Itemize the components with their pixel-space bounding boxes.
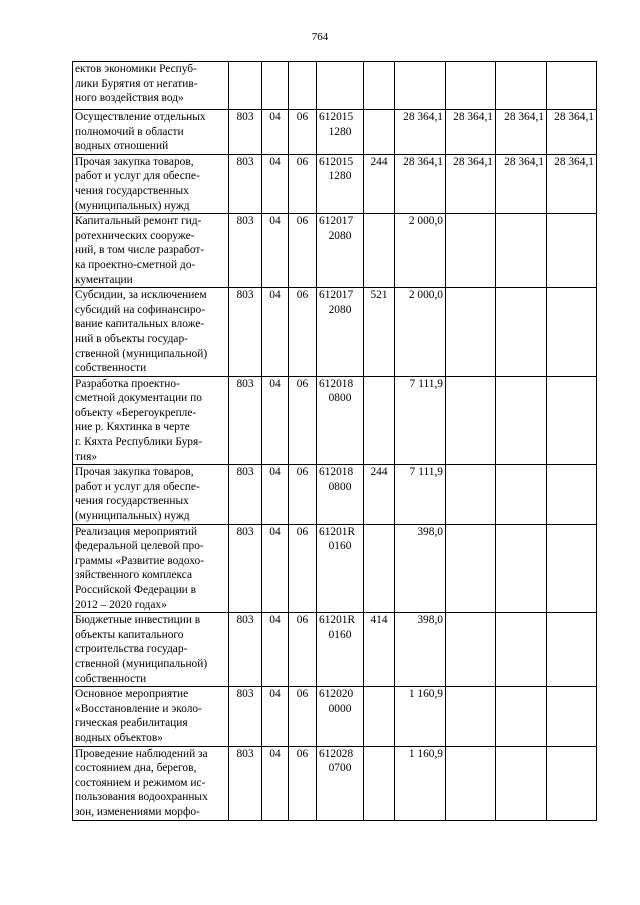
- ministry-code-cell: 803: [229, 687, 262, 746]
- row-name-cell: [73, 110, 229, 155]
- target-article-cell: [317, 376, 364, 465]
- expense-type-cell: 244: [364, 154, 395, 213]
- row-name-line: (муниципальных) нужд: [75, 199, 190, 212]
- expense-type-cell: [364, 687, 395, 746]
- row-name-cell: [73, 214, 229, 288]
- amount-cell-2: [446, 214, 496, 288]
- amount-cell-3: 28 364,1: [496, 110, 547, 155]
- ministry-code-cell: 803: [229, 288, 262, 377]
- ministry-code-cell: 803: [229, 613, 262, 687]
- ministry-code-cell: 803: [229, 465, 262, 524]
- target-article-line: 612017: [319, 289, 354, 302]
- row-name-line: строительства государ-: [75, 643, 188, 656]
- target-article-line: 2080: [328, 303, 352, 316]
- amount-cell-1: 7 111,9: [395, 465, 446, 524]
- row-name-line: сметной документации по: [75, 392, 202, 405]
- ministry-code-cell: 803: [229, 376, 262, 465]
- table-row: [73, 110, 597, 155]
- table-row: [73, 154, 597, 213]
- amount-cell-1: 28 364,1: [395, 110, 446, 155]
- expense-type-cell: [364, 62, 395, 110]
- row-name-line: Субсидии, за исключением: [75, 289, 207, 302]
- target-article-line: 612018: [319, 466, 354, 479]
- table-row: [73, 214, 597, 288]
- section-code-cell: 04: [262, 465, 289, 524]
- row-name-line: ственной (муниципальной): [75, 347, 208, 360]
- subsection-code-cell: 06: [289, 613, 317, 687]
- target-article-line: 612017: [319, 215, 354, 228]
- expense-type-cell: [364, 214, 395, 288]
- target-article-line: 1280: [328, 125, 352, 138]
- budget-table: [72, 61, 597, 821]
- target-article-line: 612028: [319, 747, 354, 760]
- row-name-line: Российской Федерации в: [75, 584, 197, 596]
- row-name-line: Бюджетные инвестиции в: [75, 614, 201, 627]
- target-article-cell: [317, 746, 364, 820]
- row-name-line: полномочий в области: [75, 125, 184, 138]
- row-name-line: 2012 – 2020 годах»: [75, 598, 167, 611]
- subsection-code-cell: 06: [289, 376, 317, 465]
- target-article-line: 0700: [328, 762, 352, 775]
- row-name-line: лики Бурятия от негатив-: [75, 77, 198, 90]
- row-name-line: ного воздействия вод»: [75, 92, 184, 105]
- subsection-code-cell: 06: [289, 154, 317, 213]
- subsection-code-cell: 06: [289, 687, 317, 746]
- amount-cell-4: [547, 62, 597, 110]
- amount-cell-2: [446, 62, 496, 110]
- table-row: [73, 613, 597, 687]
- table-row: [73, 687, 597, 746]
- subsection-code-cell: 06: [289, 524, 317, 613]
- budget-table-body: [73, 62, 597, 821]
- row-name-cell: [73, 613, 229, 687]
- row-name-line: собственности: [75, 362, 147, 375]
- target-article-line: 612018: [319, 377, 354, 390]
- ministry-code-cell: 803: [229, 110, 262, 155]
- ministry-code-cell: 803: [229, 214, 262, 288]
- row-name-line: гическая реабилитация: [75, 717, 188, 730]
- row-name-line: (муниципальных) нужд: [75, 510, 190, 523]
- target-article-line: 612020: [319, 688, 354, 701]
- row-name-line: водных отношений: [75, 140, 169, 153]
- expense-type-cell: [364, 524, 395, 613]
- amount-cell-4: [547, 524, 597, 613]
- ministry-code-cell: 803: [229, 154, 262, 213]
- ministry-code-cell: 803: [229, 746, 262, 820]
- amount-cell-2: [446, 746, 496, 820]
- row-name-line: водных объектов»: [75, 731, 163, 744]
- amount-cell-3: [496, 465, 547, 524]
- amount-cell-2: [446, 524, 496, 613]
- target-article-cell: [317, 214, 364, 288]
- row-name-line: зон, изменениями морфо-: [75, 805, 200, 818]
- section-code-cell: 04: [262, 376, 289, 465]
- subsection-code-cell: [289, 62, 317, 110]
- row-name-line: ний в объекты государ-: [75, 332, 188, 345]
- target-article-line: 612015: [319, 155, 354, 168]
- amount-cell-1: 2 000,0: [395, 214, 446, 288]
- row-name-line: граммы «Развитие водохо-: [75, 554, 205, 567]
- row-name-line: Основное мероприятие: [75, 688, 189, 701]
- row-name-line: работ и услуг для обеспе-: [75, 480, 200, 493]
- expense-type-cell: [364, 376, 395, 465]
- amount-cell-4: [547, 214, 597, 288]
- row-name-line: состоянием дна, берегов,: [75, 762, 197, 775]
- target-article-cell: [317, 524, 364, 613]
- amount-cell-4: [547, 687, 597, 746]
- row-name-line: «Восстановление и эколо-: [75, 702, 202, 715]
- row-name-cell: [73, 687, 229, 746]
- ministry-code-cell: 803: [229, 524, 262, 613]
- amount-cell-1: 398,0: [395, 524, 446, 613]
- row-name-line: Прочая закупка товаров,: [75, 466, 194, 479]
- amount-cell-4: 28 364,1: [547, 110, 597, 155]
- table-row: [73, 746, 597, 820]
- row-name-line: объекту «Берегоукрепле-: [75, 406, 197, 419]
- section-code-cell: 04: [262, 613, 289, 687]
- amount-cell-2: [446, 687, 496, 746]
- subsection-code-cell: 06: [289, 214, 317, 288]
- section-code-cell: 04: [262, 214, 289, 288]
- row-name-line: федеральной целевой про-: [75, 540, 204, 553]
- target-article-cell: [317, 465, 364, 524]
- table-row: [73, 376, 597, 465]
- row-name-line: работ и услуг для обеспе-: [75, 170, 200, 183]
- row-name-line: Разработка проектно-: [75, 377, 180, 390]
- row-name-line: тия»: [75, 450, 98, 463]
- subsection-code-cell: 06: [289, 110, 317, 155]
- row-name-line: ние р. Кяхтинка в черте: [75, 421, 190, 434]
- row-name-line: Прочая закупка товаров,: [75, 155, 194, 168]
- expense-type-cell: 244: [364, 465, 395, 524]
- amount-cell-1: [395, 62, 446, 110]
- row-name-cell: [73, 62, 229, 110]
- section-code-cell: 04: [262, 288, 289, 377]
- amount-cell-2: 28 364,1: [446, 110, 496, 155]
- amount-cell-3: [496, 524, 547, 613]
- amount-cell-3: [496, 687, 547, 746]
- amount-cell-4: 28 364,1: [547, 154, 597, 213]
- amount-cell-3: [496, 288, 547, 377]
- amount-cell-1: 398,0: [395, 613, 446, 687]
- target-article-cell: [317, 154, 364, 213]
- amount-cell-3: [496, 376, 547, 465]
- amount-cell-3: [496, 62, 547, 110]
- amount-cell-4: [547, 376, 597, 465]
- target-article-cell: [317, 687, 364, 746]
- row-name-cell: [73, 524, 229, 613]
- amount-cell-2: 28 364,1: [446, 154, 496, 213]
- target-article-line: 1280: [328, 170, 352, 183]
- amount-cell-4: [547, 613, 597, 687]
- amount-cell-3: [496, 613, 547, 687]
- amount-cell-3: 28 364,1: [496, 154, 547, 213]
- target-article-cell: [317, 62, 364, 110]
- subsection-code-cell: 06: [289, 746, 317, 820]
- row-name-line: Осуществление отдельных: [75, 111, 206, 123]
- target-article-line: 61201R: [319, 525, 356, 538]
- ministry-code-cell: [229, 62, 262, 110]
- target-article-line: 61201R: [319, 614, 356, 627]
- row-name-cell: [73, 376, 229, 465]
- row-name-line: чения государственных: [75, 495, 189, 508]
- expense-type-cell: [364, 746, 395, 820]
- amount-cell-1: 2 000,0: [395, 288, 446, 377]
- row-name-line: ротехнических сооруже-: [75, 229, 195, 242]
- amount-cell-2: [446, 613, 496, 687]
- target-article-line: 0000: [328, 702, 352, 715]
- row-name-line: Проведение наблюдений за: [75, 747, 208, 760]
- section-code-cell: [262, 62, 289, 110]
- section-code-cell: 04: [262, 687, 289, 746]
- target-article-line: 2080: [328, 229, 352, 242]
- amount-cell-3: [496, 746, 547, 820]
- amount-cell-2: [446, 376, 496, 465]
- target-article-line: 0160: [328, 628, 352, 641]
- expense-type-cell: [364, 110, 395, 155]
- amount-cell-3: [496, 214, 547, 288]
- row-name-line: Капитальный ремонт гид-: [75, 215, 202, 228]
- target-article-line: 0800: [328, 480, 352, 493]
- amount-cell-1: 7 111,9: [395, 376, 446, 465]
- row-name-cell: [73, 154, 229, 213]
- amount-cell-1: 1 160,9: [395, 746, 446, 820]
- target-article-line: 612015: [319, 111, 354, 123]
- section-code-cell: 04: [262, 154, 289, 213]
- row-name-line: собственности: [75, 672, 147, 685]
- amount-cell-4: [547, 746, 597, 820]
- row-name-line: кументации: [75, 273, 133, 286]
- row-name-line: Реализация мероприятий: [75, 525, 198, 538]
- table-row: [73, 524, 597, 613]
- expense-type-cell: 414: [364, 613, 395, 687]
- row-name-cell: [73, 746, 229, 820]
- amount-cell-2: [446, 465, 496, 524]
- row-name-cell: [73, 288, 229, 377]
- target-article-cell: [317, 288, 364, 377]
- row-name-line: ка проектно-сметной до-: [75, 258, 196, 271]
- amount-cell-4: [547, 288, 597, 377]
- table-row: [73, 288, 597, 377]
- target-article-line: 0800: [328, 392, 352, 405]
- amount-cell-1: 1 160,9: [395, 687, 446, 746]
- section-code-cell: 04: [262, 524, 289, 613]
- section-code-cell: 04: [262, 110, 289, 155]
- table-row: [73, 465, 597, 524]
- row-name-line: ний, в том числе разработ-: [75, 244, 205, 257]
- row-name-line: вание капитальных вложе-: [75, 318, 205, 331]
- row-name-line: пользования водоохранных: [75, 791, 208, 804]
- subsection-code-cell: 06: [289, 465, 317, 524]
- table-row: [73, 62, 597, 110]
- page-number: 764: [311, 31, 329, 43]
- row-name-line: г. Кяхта Республики Буря-: [75, 436, 203, 449]
- row-name-line: зяйственного комплекса: [75, 569, 193, 582]
- row-name-line: состоянием и режимом ис-: [75, 776, 206, 789]
- subsection-code-cell: 06: [289, 288, 317, 377]
- amount-cell-1: 28 364,1: [395, 154, 446, 213]
- amount-cell-4: [547, 465, 597, 524]
- row-name-line: ектов экономики Респуб-: [75, 63, 197, 75]
- row-name-cell: [73, 465, 229, 524]
- row-name-line: субсидий на софинансиро-: [75, 303, 206, 316]
- expense-type-cell: 521: [364, 288, 395, 377]
- target-article-cell: [317, 613, 364, 687]
- section-code-cell: 04: [262, 746, 289, 820]
- row-name-line: ственной (муниципальной): [75, 657, 208, 670]
- row-name-line: объекты капитального: [75, 628, 184, 641]
- row-name-line: чения государственных: [75, 184, 189, 197]
- target-article-line: 0160: [328, 540, 352, 553]
- amount-cell-2: [446, 288, 496, 377]
- target-article-cell: [317, 110, 364, 155]
